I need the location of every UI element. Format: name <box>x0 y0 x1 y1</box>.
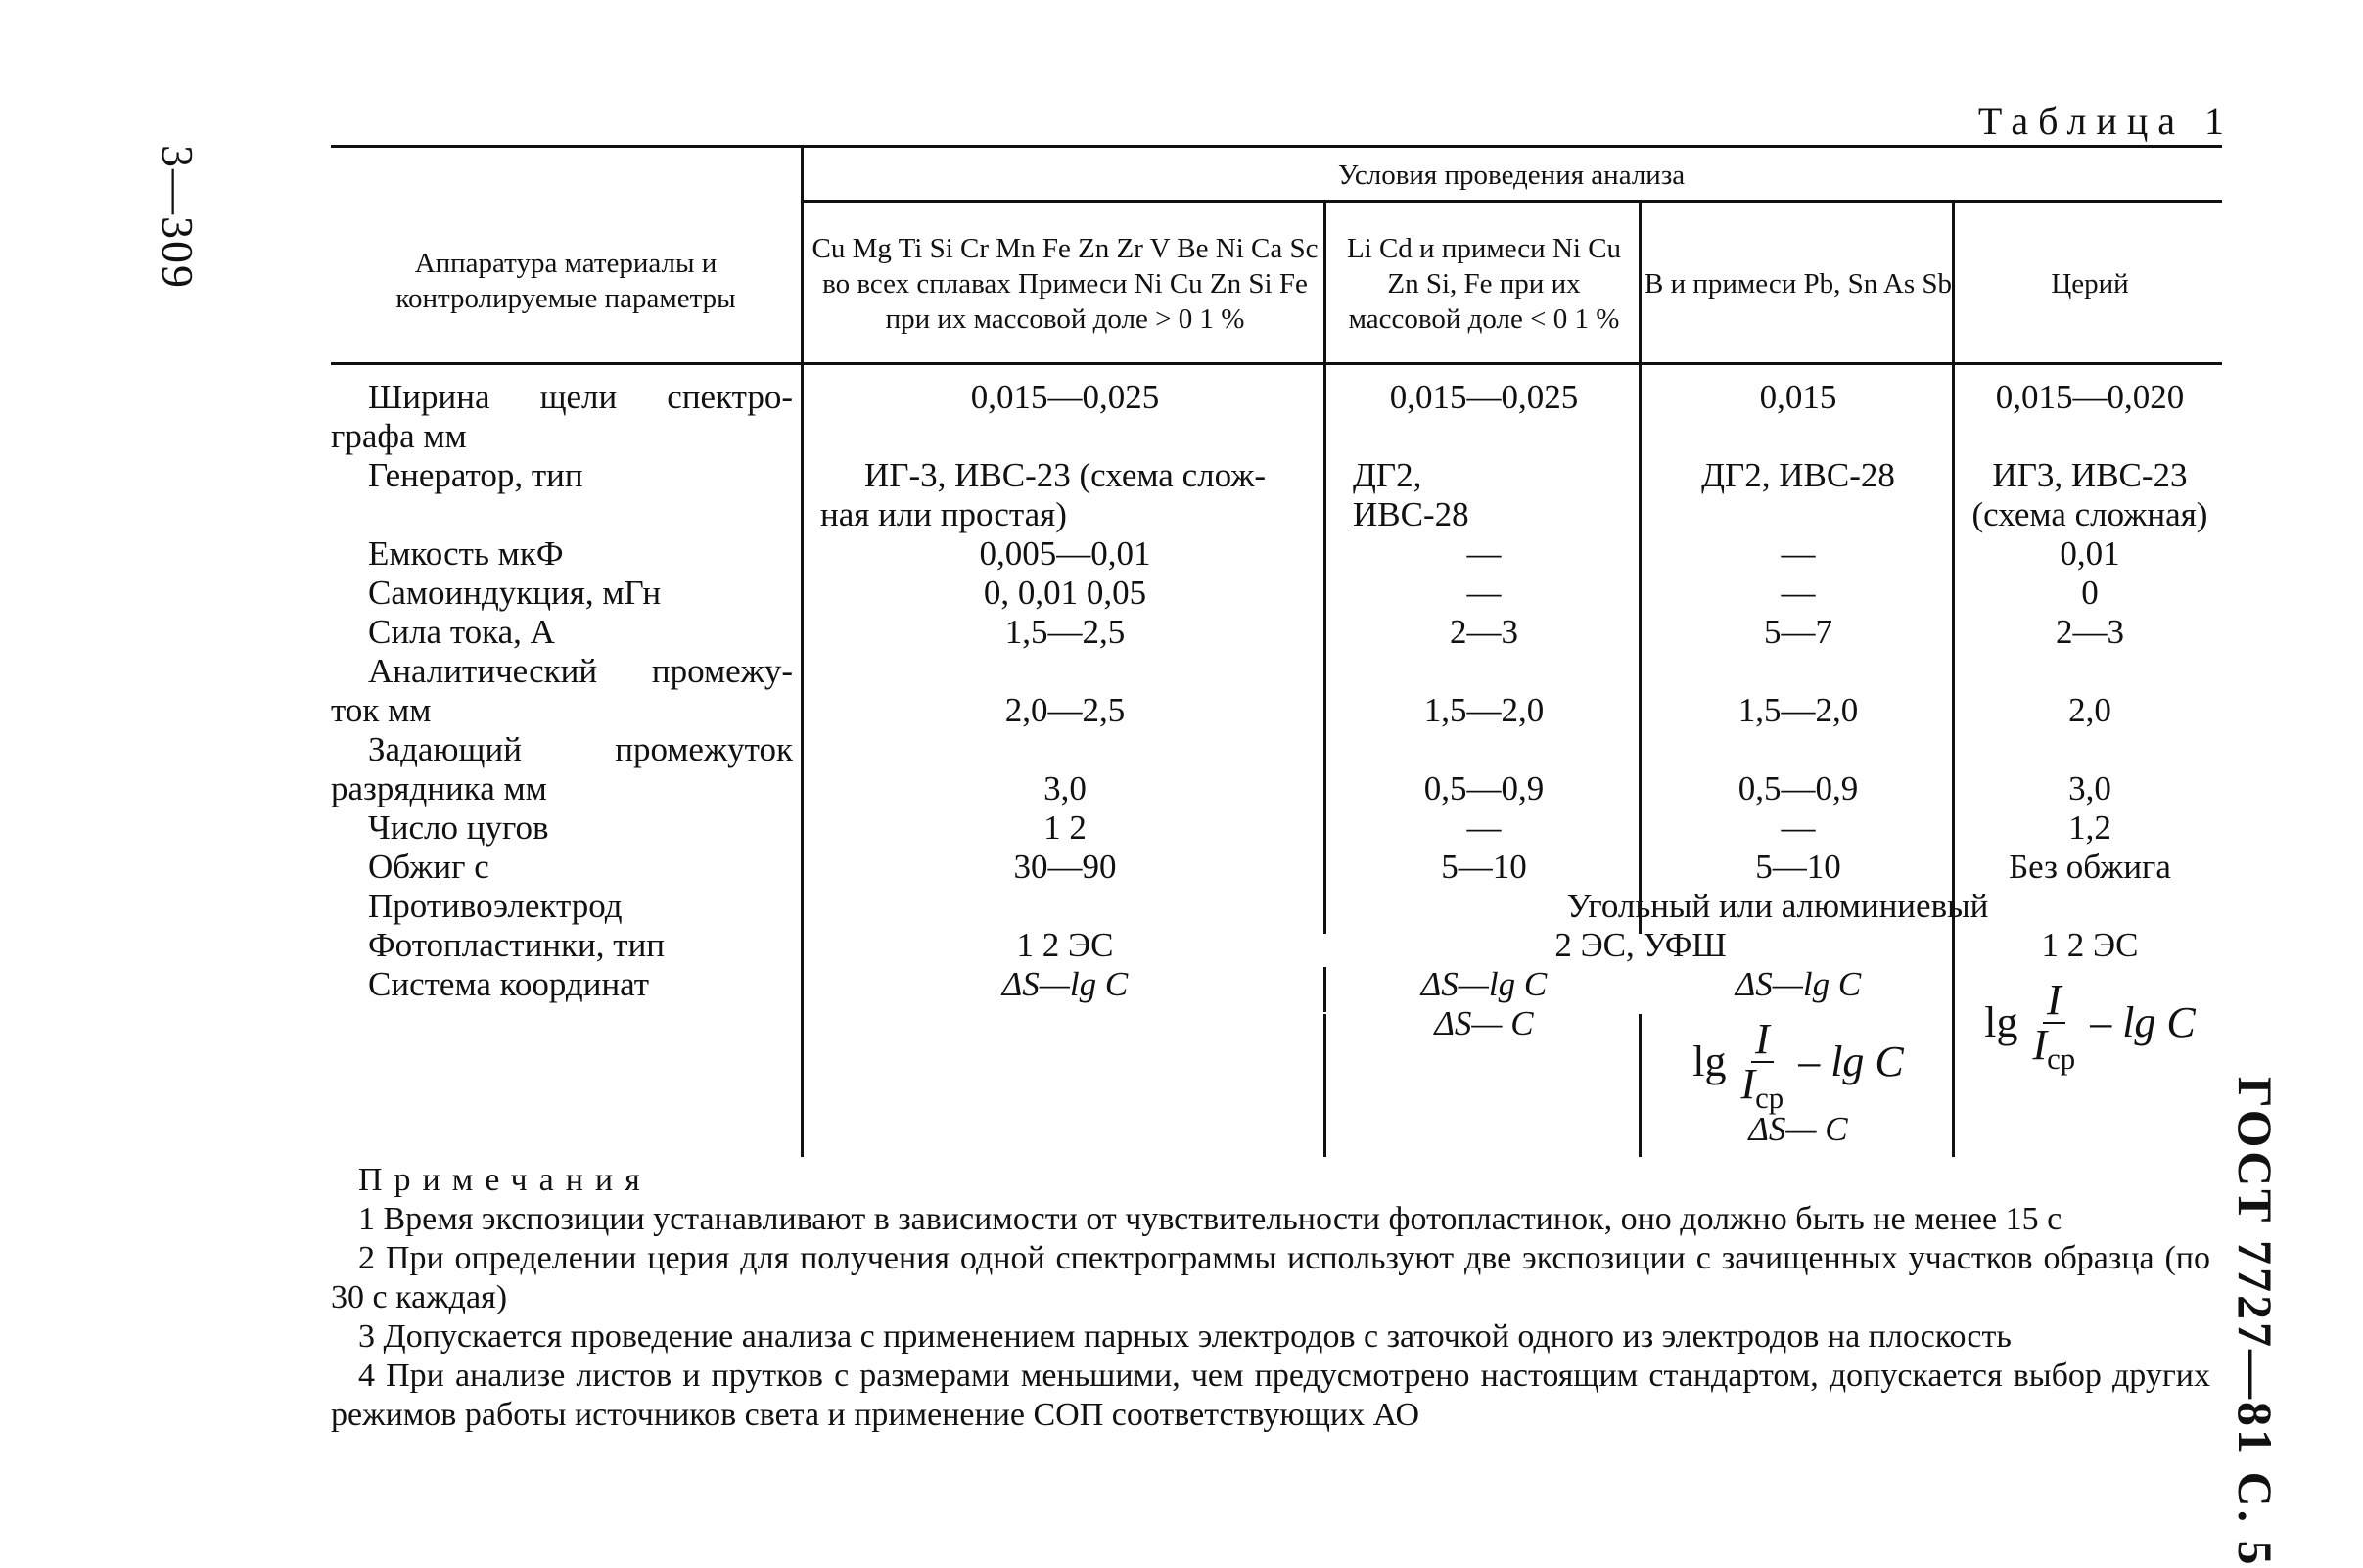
row-label: Аналитический промежу- <box>368 652 793 690</box>
table-caption: Таблица 1 <box>1977 99 2234 143</box>
cell-value: 3,0 <box>2068 769 2111 807</box>
formula-numerator: I <box>2043 979 2065 1024</box>
cell-value: 2—3 <box>1450 613 1518 651</box>
header-col3: B и примеси Pb, Sn As Sb <box>1645 268 1953 300</box>
notes-title: Примечания <box>358 1162 652 1198</box>
cell-value: 0,015—0,025 <box>1389 378 1579 416</box>
column-divider <box>1952 200 1955 934</box>
cell-value: 0, 0,01 0,05 <box>983 574 1147 612</box>
cell-value: — <box>1781 574 1816 612</box>
cell-value: 30—90 <box>1013 848 1117 886</box>
formula-denominator-sub: ср <box>1755 1081 1784 1115</box>
cell-value: 0,005—0,01 <box>979 534 1151 573</box>
column-divider <box>1952 920 1955 1157</box>
cell-value: 1,5—2,0 <box>1738 691 1859 729</box>
cell-value: 0,015 <box>1759 378 1837 416</box>
cell-value: 1 2 ЭС <box>2041 926 2139 964</box>
formula-fraction <box>1740 1015 1784 1115</box>
formula-tail: – lg C <box>1798 1037 1904 1085</box>
cell-value: ИВС-28 <box>1353 495 1469 533</box>
cell-value: ΔS— C <box>1748 1110 1848 1148</box>
header-bottom-rule <box>331 362 2222 365</box>
cell-value: Угольный или алюминиевый <box>1566 887 1989 925</box>
note-item: 3 Допускается проведение анализа с применением парных электродов с заточкой одного из электродов на плоскость <box>358 1318 2012 1355</box>
cell-value: ΔS—lg C <box>1001 965 1129 1003</box>
formula-log-ratio <box>1645 1015 1952 1115</box>
formula-numerator: I <box>1751 1018 1774 1063</box>
cell-value: (схема сложная) <box>1971 495 2208 533</box>
row-label: Фотопластинки, тип <box>368 926 666 964</box>
formula-denominator <box>1740 1060 1784 1115</box>
note-item: 4 При анализе листов и прутков с размерами меньшими, чем предусмотрено настоящим стандартом, допускается выбор других режимов работы источников света и применение СОП соответствующих АО <box>331 1358 2210 1433</box>
formula-log-ratio <box>1958 976 2222 1076</box>
row-label: Противоэлектрод <box>368 887 623 925</box>
row-label: Число цугов <box>368 808 549 847</box>
group-header-rule <box>801 200 2222 203</box>
cell-value: 3,0 <box>1043 769 1087 807</box>
row-label: ток мм <box>331 691 432 729</box>
standard-page-label: ГОСТ 7727—81 С. 5 <box>2228 1077 2283 1568</box>
row-label: Емкость мкФ <box>368 534 564 573</box>
table-top-rule <box>331 145 2222 148</box>
column-divider <box>1639 1014 1642 1157</box>
formula-fraction <box>2032 976 2076 1076</box>
header-group: Условия проведения анализа <box>1337 160 1686 191</box>
formula-lg: lg <box>1984 997 2018 1046</box>
cell-value: 1 2 <box>1043 808 1087 847</box>
row-label: разрядника мм <box>331 769 547 807</box>
cell-value: ИГ3, ИВС-23 <box>1992 456 2188 494</box>
cell-value: Без обжига <box>2009 848 2171 886</box>
cell-value: ИГ-3, ИВС-23 (схема слож- <box>863 456 1267 494</box>
formula-lg: lg <box>1692 1037 1727 1085</box>
header-param: Аппаратура материалы и контролируемые параметры <box>395 248 736 314</box>
cell-value: 1,5—2,5 <box>1004 613 1126 651</box>
margin-page-number: 3—309 <box>153 145 203 290</box>
row-label: Система координат <box>368 965 650 1003</box>
column-divider <box>1323 200 1326 934</box>
cell-value: ΔS— C <box>1434 1004 1534 1042</box>
cell-value: 0,015—0,020 <box>1995 378 2185 416</box>
column-divider <box>1639 200 1642 934</box>
column-divider <box>801 145 804 1157</box>
column-divider <box>1323 967 1326 1012</box>
row-label: Сила тока, А <box>368 613 555 651</box>
note-item: 2 При определении церия для получения одной спектрограммы используют две экспозиции с зачищенных участков образца (по 30 с каждая) <box>331 1240 2210 1315</box>
cell-value: ная или простая) <box>820 495 1067 533</box>
cell-value: — <box>1466 534 1502 573</box>
cell-value: 1 2 ЭС <box>1016 926 1114 964</box>
cell-value: 5—10 <box>1441 848 1527 886</box>
formula-denominator <box>2032 1021 2076 1076</box>
cell-value: 1,5—2,0 <box>1423 691 1545 729</box>
formula-denominator-symbol: I <box>2032 1021 2048 1069</box>
cell-value: 2,0—2,5 <box>1004 691 1126 729</box>
cell-value: 0,5—0,9 <box>1738 769 1859 807</box>
row-label: графа мм <box>331 417 467 455</box>
row-label: Ширина щели спектро- <box>368 378 793 416</box>
cell-value: 0,015—0,025 <box>970 378 1160 416</box>
row-label: Обжиг с <box>368 848 489 886</box>
row-label: Задающий промежуток <box>368 730 793 768</box>
cell-value: 0,5—0,9 <box>1423 769 1545 807</box>
notes-section <box>331 1161 2210 1435</box>
cell-value: — <box>1781 808 1816 847</box>
cell-value: 1,2 <box>2068 808 2111 847</box>
cell-value: 0 <box>2081 574 2099 612</box>
column-divider <box>1323 1014 1326 1157</box>
formula-denominator-sub: ср <box>2047 1041 2076 1076</box>
note-item: 1 Время экспозиции устанавливают в зависимости от чувствительности фотопластинок, оно должно быть не менее 15 с <box>358 1201 2062 1237</box>
row-label: Генератор, тип <box>368 456 583 494</box>
header-col1: Cu Mg Ti Si Cr Mn Fe Zn Zr V Be Ni Ca Sc во всех сплавах Примеси Ni Cu Zn Si Fe при их массовой доле > 0 1 % <box>811 233 1319 335</box>
row-label: Самоиндукция, мГн <box>368 574 662 612</box>
header-col4: Церий <box>2051 268 2129 300</box>
cell-value: 2 ЭС, УФШ <box>1554 926 1727 964</box>
cell-value: 2—3 <box>2056 613 2124 651</box>
cell-value: ДГ2, <box>1353 456 1422 494</box>
cell-value: — <box>1466 808 1502 847</box>
formula-denominator-symbol: I <box>1740 1060 1756 1108</box>
header-col2: Li Cd и примеси Ni Cu Zn Si, Fe при их массовой доле < 0 1 % <box>1346 233 1622 335</box>
cell-value: ΔS—lg C <box>1735 965 1862 1003</box>
cell-value: 2,0 <box>2068 691 2111 729</box>
cell-value: ДГ2, ИВС-28 <box>1701 456 1895 494</box>
cell-value: 0,01 <box>2060 534 2120 573</box>
cell-value: ΔS—lg C <box>1420 965 1548 1003</box>
cell-value: — <box>1781 534 1816 573</box>
cell-value: 5—7 <box>1764 613 1832 651</box>
formula-tail: – lg C <box>2090 997 2196 1046</box>
cell-value: 5—10 <box>1755 848 1841 886</box>
cell-value: — <box>1466 574 1502 612</box>
